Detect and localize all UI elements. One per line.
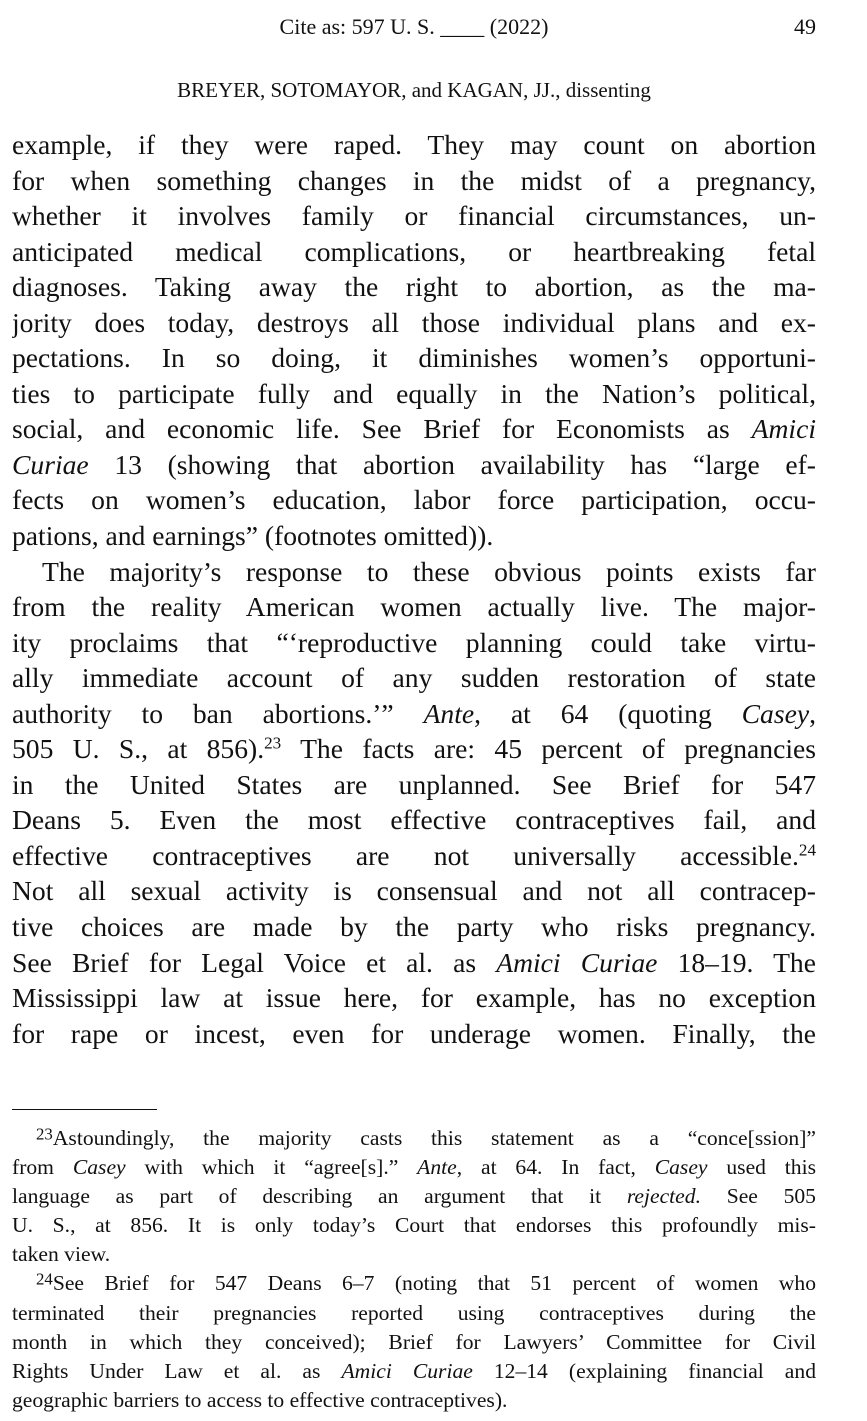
- footnote-24-line: Rights Under Law et al. as Amici Curiae 12–14 (explaining financial and: [12, 1358, 816, 1383]
- footnote-24-line: $^{24}$See Brief for 547 Deans 6–7 (noting that 51 percent of women who: [36, 1270, 816, 1296]
- footnote-number: 24: [36, 1270, 53, 1290]
- body-line: effective contraceptives are not universally accessible.$^{24}$: [12, 839, 816, 871]
- body-line: Deans 5. Even the most effective contraceptives fail, and: [12, 804, 816, 836]
- body-line: pectations. In so doing, it diminishes women’s opportuni-: [12, 342, 816, 374]
- body-line: authority to ban abortions.’” Ante, at 64 (quoting Casey,: [12, 697, 816, 729]
- footnote-23-line: $^{23}$Astoundingly, the majority casts this statement as a “conce[ssion]”: [36, 1124, 816, 1150]
- footnote-ref-23[interactable]: 23: [264, 733, 282, 753]
- body-line: whether it involves family or financial circumstances, un-: [12, 200, 816, 232]
- footnote-24-line: terminated their pregnancies reported using contraceptives during the: [12, 1300, 816, 1325]
- body-line: jority does today, destroys all those individual plans and ex-: [12, 306, 816, 338]
- citation: Cite as: 597 U. S. ____ (2022): [279, 14, 549, 39]
- body-line: The majority’s response to these obvious points exists far: [42, 555, 816, 587]
- justices-line: BREYER, SOTOMAYOR, and KAGAN, JJ., dissenting: [177, 78, 651, 102]
- footnote-23-line: from Casey with which it “agree[s].” Ante, at 64. In fact, Casey used this: [12, 1155, 816, 1180]
- body-line: for when something changes in the midst of a pregnancy,: [12, 164, 816, 196]
- body-line: Not all sexual activity is consensual and not all contracep-: [12, 875, 816, 907]
- body-line: ties to participate fully and equally in the Nation’s political,: [12, 377, 816, 409]
- body-line: for rape or incest, even for underage women. Finally, the: [12, 1017, 816, 1049]
- body-line: social, and economic life. See Brief for Economists as Amici: [12, 413, 816, 445]
- page-number: 49: [794, 14, 816, 39]
- footnote-divider: [12, 1109, 157, 1110]
- body-line: ity proclaims that “‘reproductive planning could take virtu-: [12, 626, 816, 658]
- footnote-24-line: month in which they conceived); Brief for Lawyers’ Committee for Civil: [12, 1329, 816, 1354]
- body-line: 505 U. S., at 856).$^{23}$ The facts are: 45 percent of pregnancies: [12, 733, 816, 765]
- opinion-body: [12, 127, 816, 1051]
- footnote-23-line: language as part of describing an argument that it rejected. See 505: [12, 1184, 816, 1209]
- body-line: ally immediate account of any sudden restoration of state: [12, 662, 816, 694]
- body-line: pations, and earnings” (footnotes omitted)).: [12, 520, 494, 552]
- body-line: Mississippi law at issue here, for example, has no exception: [12, 982, 816, 1014]
- body-line: in the United States are unplanned. See Brief for 547: [12, 768, 816, 800]
- body-line: See Brief for Legal Voice et al. as Amici Curiae 18–19. The: [12, 946, 816, 978]
- body-line: diagnoses. Taking away the right to abortion, as the ma-: [12, 271, 816, 303]
- footnote-ref-24[interactable]: 24: [798, 840, 816, 860]
- body-line: Curiae 13 (showing that abortion availability has “large ef-: [12, 448, 816, 480]
- body-line: anticipated medical complications, or heartbreaking fetal: [12, 235, 816, 267]
- footnote-number: 23: [36, 1124, 53, 1144]
- body-line: from the reality American women actually live. The major-: [12, 591, 816, 623]
- footnote-23-line: U. S., at 856. It is only today’s Court that endorses this profoundly mis-: [12, 1213, 816, 1238]
- body-line: example, if they were raped. They may count on abortion: [12, 129, 816, 160]
- body-line: fects on women’s education, labor force participation, occu-: [12, 484, 816, 516]
- footnotes: [12, 1124, 816, 1415]
- footnote-23-line: taken view.: [12, 1242, 111, 1267]
- body-line: tive choices are made by the party who risks pregnancy.: [12, 911, 816, 943]
- running-header: [12, 13, 816, 41]
- footnote-24-line: geographic barriers to access to effective contraceptives).: [12, 1387, 508, 1412]
